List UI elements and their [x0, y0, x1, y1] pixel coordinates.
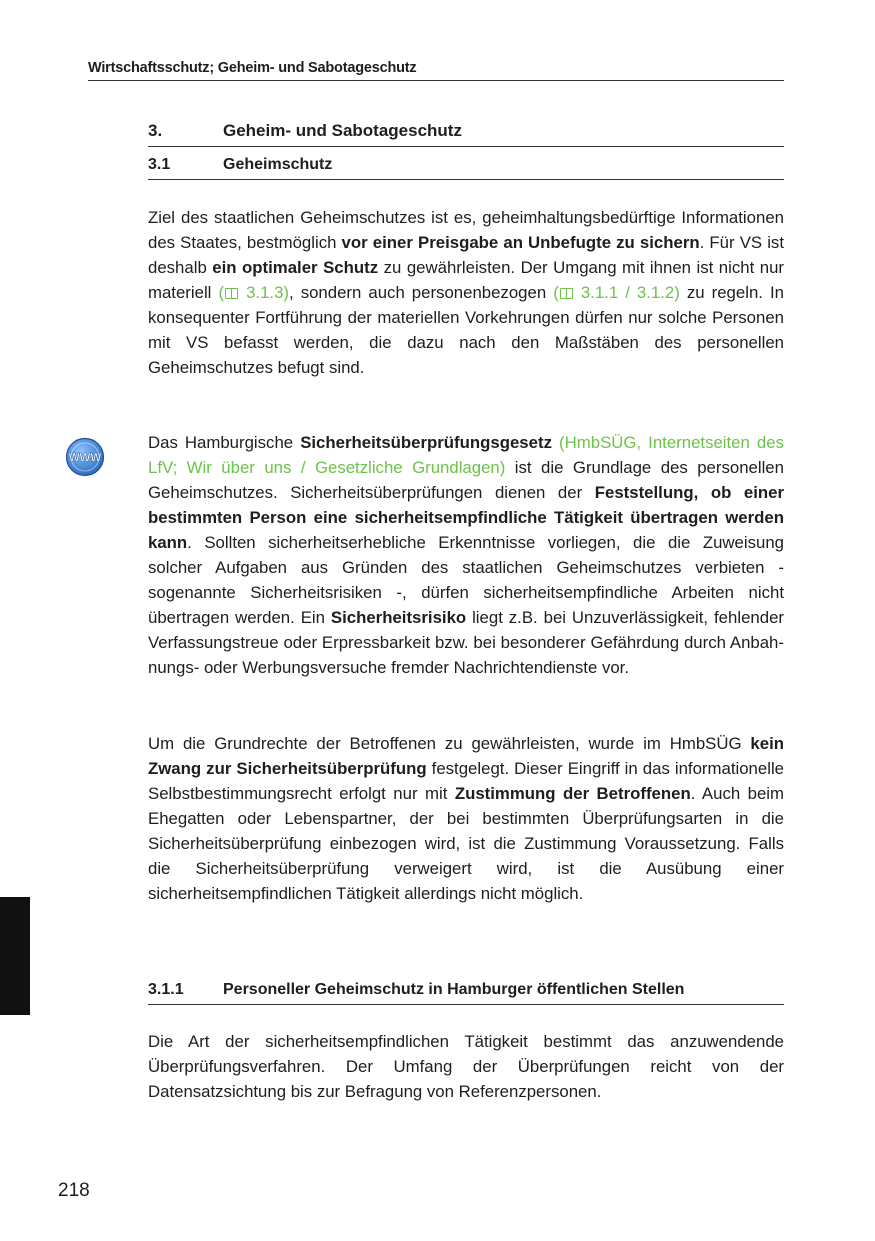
section-number: 3.: [148, 121, 163, 140]
text: zu gewährleisten. Der Umgang mit ihnen ist nicht nur materiell: [148, 258, 785, 302]
section-number: 3.1: [148, 156, 171, 173]
text: . Für VS ist deshalb: [148, 233, 784, 277]
emphasis: ein optimaler Schutz: [212, 258, 379, 277]
text: festgelegt. Dieser Eingriff in das informationelle Selbstbestimmungsrecht erfolgt nur mit: [148, 759, 785, 803]
section-heading-3-1: [148, 156, 784, 180]
text: . Sollten sicherheitserhebliche Erkenntnisse vorliegen, die die Zuweisung solcher Aufgaben aus Gründen des staatlichen Geheimschutzes verbieten - sogenannte Sicherheitsrisiken -, dürfen sicherheitsempfindliche Arbeiten nicht übertragen werden. Ein: [148, 533, 784, 627]
book-icon: [560, 288, 573, 299]
ref-paren: (: [218, 283, 225, 302]
section-heading-3: [148, 121, 784, 147]
text: Um die Grundrechte der Betroffenen zu gewährleisten, wurde im HmbSÜG: [148, 734, 751, 753]
emphasis: Sicherheitsüberprüfungsgesetz: [300, 433, 552, 452]
www-globe-icon[interactable]: [65, 437, 105, 477]
section-title: Geheimschutz: [223, 156, 333, 173]
text: Ziel des staatlichen Geheimschutzes ist es, geheimhaltungsbedürftige Informationen des Staates, bestmöglich: [148, 208, 784, 252]
text: liegt z.B. bei Unzuverlässigkeit, fehlender Verfassungstreue oder Erpressbarkeit bzw. bei besonderer Gefährdung durch Anbahnungs- oder Werbungsversuche fremder Nachrichtendienste vor.: [148, 608, 784, 677]
paragraph-consent: [148, 731, 784, 906]
cross-reference-3-1-1[interactable]: [553, 283, 680, 302]
text: . Auch beim Ehegatten oder Lebenspartner, der bei bestimmten Überprüfungsarten in die Sicherheitsüberprüfung einbezogen wird, ist die Zustimmung Voraussetzung. Falls die Sicherheitsüberprüfung verweigert wird, ist die Ausübung einer sicherheitsempfindlichen Tätigkeit allerdings nicht möglich.: [148, 784, 784, 903]
text: , sondern auch personenbezogen: [289, 283, 554, 302]
running-header: Wirtschaftsschutz; Geheim- und Sabotageschutz: [88, 60, 784, 81]
paragraph-goal: [148, 205, 784, 380]
text: zu regeln. In konsequenter Fortführung der materiellen Vorkehrungen dürfen nur solche Personen mit VS befasst werden, die dazu nach den Maßstäben des personellen Geheimschutzes befugt sind.: [148, 283, 784, 377]
ref-paren: (: [553, 283, 559, 302]
www-label: WWW: [68, 452, 102, 465]
section-number: 3.1.1: [148, 981, 184, 998]
section-heading-3-1-1: [148, 981, 784, 1005]
emphasis: kein Zwang zur Sicherheitsüberprüfung: [148, 734, 784, 778]
ref-text: 3.1.3): [239, 283, 289, 302]
internet-reference[interactable]: (HmbSÜG, Internetseiten des LfV; Wir über uns / Gesetzliche Grundlagen): [148, 433, 784, 477]
text: Das Hamburgische: [148, 433, 301, 452]
text: ist die Grundlage des personellen Geheimschutzes. Sicherheitsüberprüfungen dienen der: [148, 458, 784, 502]
emphasis: Feststellung, ob einer bestimmten Person eine sicherheitsempfindliche Tätigkeit übertragen werden kann: [148, 483, 784, 552]
emphasis: vor einer Preisgabe an Unbefugte zu sichern: [341, 233, 700, 252]
ref-text: 3.1.1 / 3.1.2): [573, 283, 680, 302]
text: Die Art der sicherheitsempfindlichen Tätigkeit bestimmt das anzuwendende Überprüfungsverfahren. Der Umfang der Überprüfungen reicht von der Datensatzsichtung bis zur Befragung von Referenzpersonen.: [148, 1032, 784, 1101]
emphasis: Sicherheitsrisiko: [330, 608, 467, 627]
section-title: Personeller Geheimschutz in Hamburger öffentlichen Stellen: [223, 981, 685, 998]
chapter-side-tab: [0, 897, 30, 1015]
cross-reference-3-1-3[interactable]: [218, 283, 289, 302]
page-number: 218: [58, 1180, 90, 1201]
paragraph-procedure: [148, 1029, 784, 1104]
section-title: Geheim- und Sabotageschutz: [223, 121, 462, 140]
paragraph-law: [148, 430, 784, 680]
book-icon: [225, 288, 238, 299]
emphasis: Zustimmung der Betroffenen: [454, 784, 691, 803]
